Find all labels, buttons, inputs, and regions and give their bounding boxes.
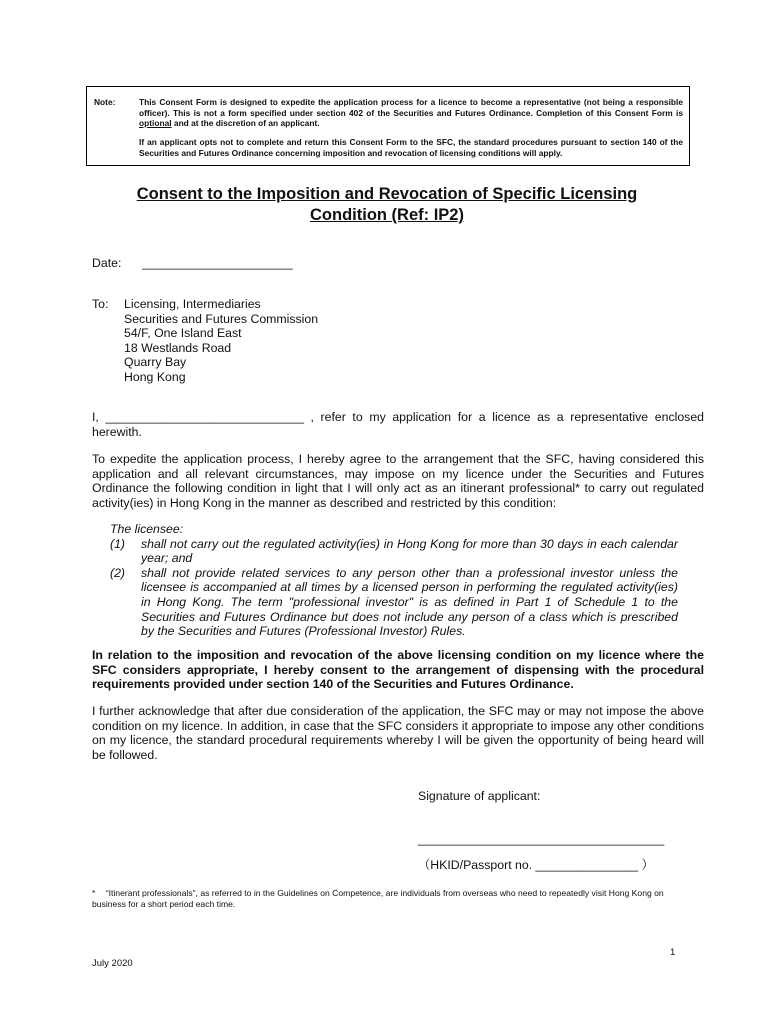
signature-label: Signature of applicant: — [418, 789, 541, 803]
note-paragraph-1: This Consent Form is designed to expedite the application process for a licence to become a representative (not being a responsible officer). This is not a form specified under section 402 of the Securities and Futures Ordinance. Completion of this Consent Form is optional and at the discretion of an applicant. — [139, 97, 683, 129]
expedite-paragraph: To expedite the application process, I hereby agree to the arrangement that the SFC, having considered this application and all relevant circumstances, may impose on my licence under the Securities and Futures Ordinance the following condition in light that I will only act as an itinerant professional* to carry out regulated activity(ies) in Hong Kong in the manner as described and restricted by this condition: — [92, 452, 704, 510]
title-line-2: Condition (Ref: IP2) — [310, 206, 464, 224]
condition-text: shall not carry out the regulated activity(ies) in Hong Kong for more than 30 days in each calendar year; and — [141, 536, 678, 566]
condition-item — [110, 566, 678, 639]
intro-paragraph: I, _____________________________ , refer to my application for a licence as a representative enclosed herewith. — [92, 410, 705, 439]
date-label: Date: — [92, 256, 122, 270]
footnote-text: “Itinerant professionals”, as referred to in the Guidelines on Competence, are individuals from overseas who need to repeatedly visit Hong Kong on business for a short period each time. — [92, 888, 664, 910]
address-line: Quarry Bay — [124, 355, 187, 370]
condition-block — [110, 522, 678, 639]
recipient-address — [124, 297, 318, 385]
recipient-label: To: — [92, 297, 109, 311]
address-line: Licensing, Intermediaries — [124, 297, 261, 311]
consent-paragraph: In relation to the imposition and revocation of the above licensing condition on my licence where the SFC considers appropriate, I hereby consent to the arrangement of dispensing with the procedural requirements provided under section 140 of the Securities and Futures Ordinance. — [92, 648, 704, 692]
date-field[interactable]: ______________________ — [142, 256, 293, 270]
address-line: Hong Kong — [124, 369, 186, 384]
condition-number: (2) — [110, 565, 126, 580]
note-box — [86, 86, 690, 166]
signature-field[interactable]: ____________________________________ — [418, 832, 665, 846]
footnote-marker: * — [92, 888, 96, 898]
condition-text: shall not provide related services to any person other than a professional investor unless the licensee is accompanied at all times by a licensed person in performing the regulated activity(ies) in Hong Kong. The term "professional investor" is as defined in Part 1 of Schedule 1 to the Securities and Futures Ordinance but does not include any person of a class which is prescribed by the Securities and Futures (Professional Investor) Rules. — [141, 565, 678, 639]
acknowledge-paragraph: I further acknowledge that after due consideration of the application, the SFC may or may not impose the above condition on my licence. In addition, in case that the SFC considers it appropriate to impose any other conditions on my licence, the standard procedural requirements whereby I will be given the opportunity of being heard will be followed. — [92, 704, 704, 762]
applicant-name-field[interactable]: _____________________________ — [105, 410, 304, 424]
condition-item — [110, 537, 678, 566]
address-line: 18 Westlands Road — [124, 340, 232, 355]
date-row — [92, 256, 293, 271]
condition-number: (1) — [110, 536, 126, 551]
footnote — [92, 888, 682, 911]
footer-date: July 2020 — [92, 958, 133, 969]
page-number: 1 — [670, 947, 676, 958]
title-line-1: Consent to the Imposition and Revocation of Specific Licensing — [136, 185, 638, 203]
address-line: Securities and Futures Commission — [124, 311, 319, 326]
condition-intro: The licensee: — [110, 522, 184, 536]
hkid-passport-field[interactable]: （HKID/Passport no. _______________ ） — [418, 858, 654, 872]
optional-emphasis: optional — [139, 118, 172, 129]
note-label: Note: — [94, 97, 116, 107]
note-paragraph-2: If an applicant opts not to complete and return this Consent Form to the SFC, the standard procedures pursuant to section 140 of the Securities and Futures Ordinance concerning imposition and revocation of licensing conditions will apply. — [139, 137, 683, 158]
address-line: 54/F, One Island East — [124, 326, 242, 341]
form-title — [88, 184, 686, 226]
